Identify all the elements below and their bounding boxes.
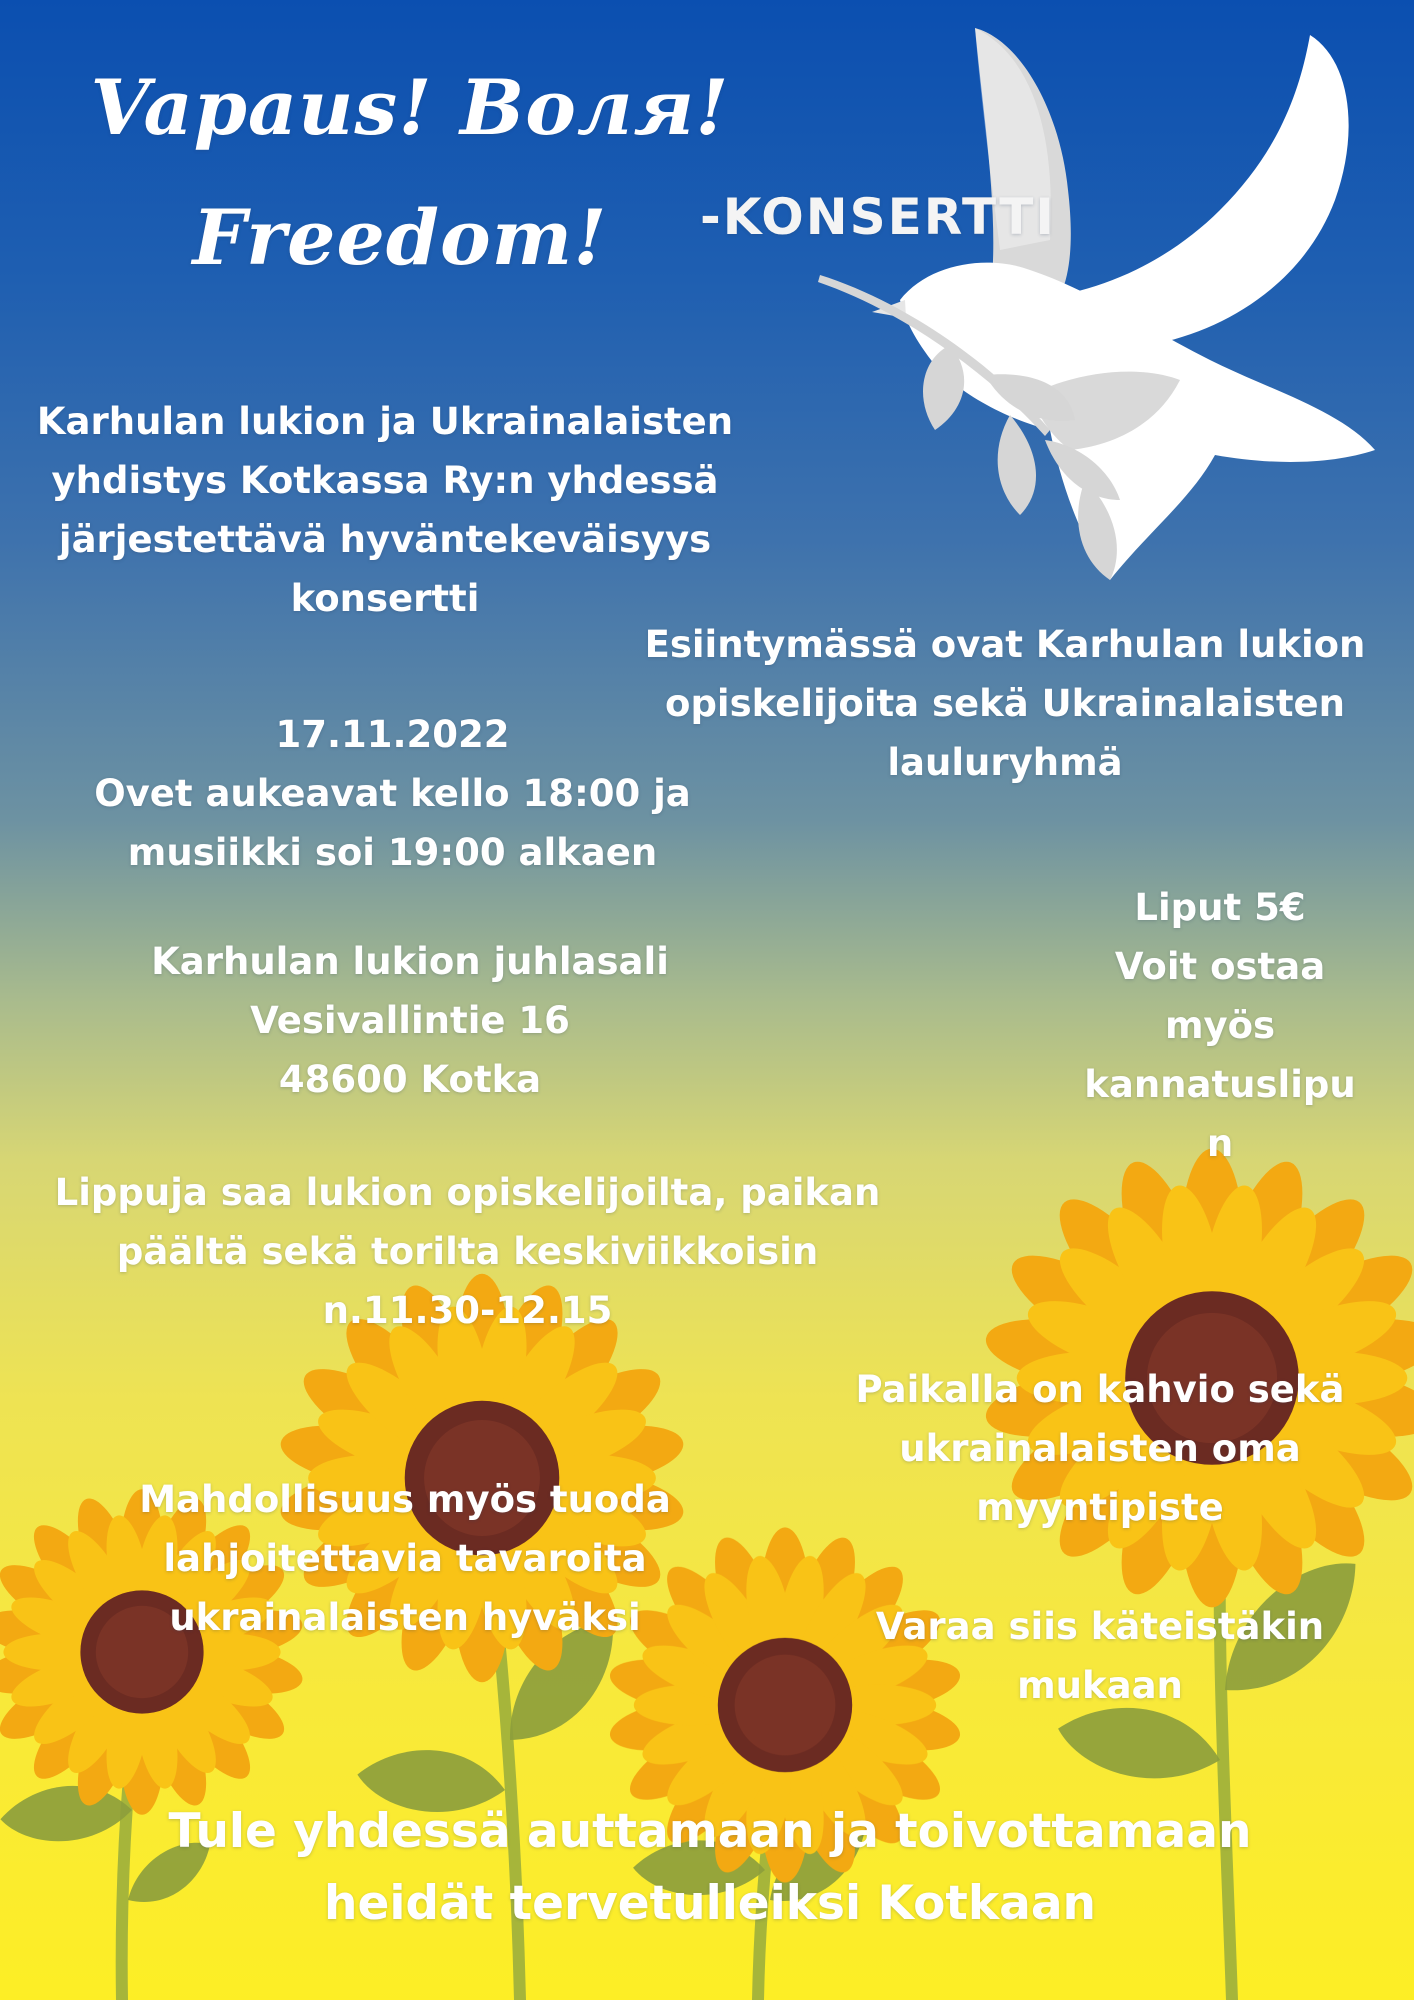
event-date: 17.11.2022: [275, 713, 510, 756]
venue-city: 48600 Kotka: [278, 1058, 542, 1101]
ticket-sales-text: [0, 1163, 935, 1340]
cafe-line: ukrainalaisten oma: [899, 1427, 1301, 1470]
cash-line: mukaan: [1017, 1664, 1183, 1707]
ticket-line: Voit ostaa: [1114, 945, 1326, 988]
intro-line: järjestettävä hyväntekeväisyys: [58, 518, 712, 561]
venue-street: Vesivallintie 16: [250, 999, 570, 1042]
venue-name: Karhulan lukion juhlasali: [151, 940, 669, 983]
intro-line: yhdistys Kotkassa Ry:n yhdessä: [51, 459, 719, 502]
donations-line: Mahdollisuus myös tuoda: [139, 1478, 671, 1521]
intro-text: [0, 392, 770, 628]
cash-reminder-text: [800, 1597, 1400, 1715]
donations-line: ukrainalaisten hyväksi: [169, 1596, 641, 1639]
title-suffix: -KONSERTTI: [700, 188, 1056, 246]
cafe-line: myyntipiste: [976, 1486, 1224, 1529]
closing-line: Tule yhdessä auttamaan ja toivottamaan: [168, 1804, 1252, 1859]
title-line-2: Freedom!: [192, 193, 608, 282]
event-datetime: [40, 705, 745, 882]
datetime-line: Ovet aukeavat kello 18:00 ja: [94, 772, 691, 815]
venue-address: [75, 932, 745, 1109]
datetime-line: musiikki soi 19:00 alkaen: [127, 831, 658, 874]
donations-text: [60, 1470, 750, 1647]
intro-line: konsertti: [290, 577, 480, 620]
intro-line: Karhulan lukion ja Ukrainalaisten: [36, 400, 734, 443]
cafe-text: [790, 1360, 1410, 1537]
performers-line: Esiintymässä ovat Karhulan lukion: [644, 623, 1366, 666]
ticket-price: Liput 5€: [1134, 886, 1306, 929]
cafe-line: Paikalla on kahvio sekä: [855, 1368, 1345, 1411]
donations-line: lahjoitettavia tavaroita: [163, 1537, 647, 1580]
performers-line: lauluryhmä: [887, 741, 1123, 784]
ticket-line: myös: [1164, 1004, 1276, 1047]
ticket-price-text: [1060, 878, 1380, 1173]
ticket-sales-line: päältä sekä torilta keskiviikkoisin: [116, 1230, 819, 1273]
ticket-line: kannatuslipu: [1084, 1063, 1356, 1106]
ticket-line: n: [1206, 1122, 1234, 1165]
title-line-1: Vapaus! Воля!: [90, 63, 730, 152]
ticket-sales-line: Lippuja saa lukion opiskelijoilta, paikan: [54, 1171, 881, 1214]
performers-line: opiskelijoita sekä Ukrainalaisten: [665, 682, 1345, 725]
dove-icon: [872, 28, 1375, 580]
ticket-sales-line: n.11.30-12.15: [322, 1289, 613, 1332]
closing-line: heidät tervetulleiksi Kotkaan: [323, 1876, 1096, 1931]
closing-text: [60, 1796, 1360, 1940]
cash-line: Varaa siis käteistäkin: [875, 1605, 1325, 1648]
